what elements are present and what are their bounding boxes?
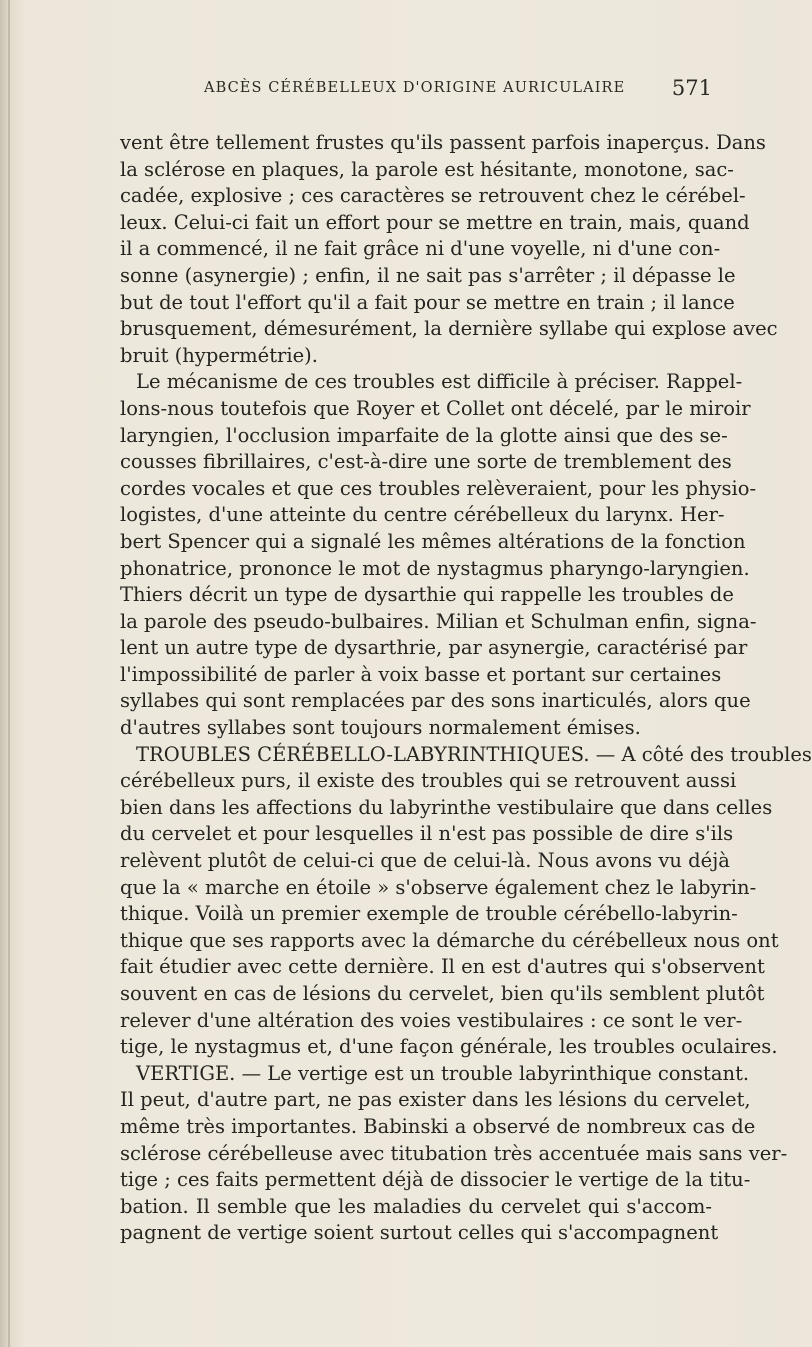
text-line: syllabes qui sont remplacées par des sons inarticulés, alors que [120, 689, 751, 713]
text-line: que la « marche en étoile » s'observe également chez le labyrin- [120, 875, 757, 899]
text-line: relever d'une altération des voies vestibulaires : ce sont le ver- [120, 1008, 743, 1032]
text-line: cérébelleux purs, il existe des troubles qui se retrouvent aussi [120, 769, 737, 793]
page-gutter [8, 0, 10, 1347]
text-line: brusquement, démesurément, la dernière syllabe qui explose avec [120, 317, 778, 341]
text-line: il a commencé, il ne fait grâce ni d'une voyelle, ni d'une con- [120, 237, 721, 261]
text-line: laryngien, l'occlusion imparfaite de la glotte ainsi que des se- [120, 423, 728, 447]
text-line: thique que ses rapports avec la démarche du cérébelleux nous ont [120, 928, 779, 952]
text-line: bruit (hypermétrie). [120, 343, 318, 367]
text-line: logistes, d'une atteinte du centre cérébelleux du larynx. Her- [120, 503, 725, 527]
text-line: tige, le nystagmus et, d'une façon générale, les troubles oculaires. [120, 1035, 778, 1059]
text-line: thique. Voilà un premier exemple de trouble cérébello-labyrin- [120, 902, 738, 926]
text-line: Thiers décrit un type de dysarthie qui rappelle les troubles de [120, 583, 734, 607]
text-line: sclérose cérébelleuse avec titubation très accentuée mais sans ver- [120, 1141, 788, 1165]
text-line: du cervelet et pour lesquelles il n'est pas possible de dire s'ils [120, 822, 734, 846]
text-line: Il peut, d'autre part, ne pas exister dans les lésions du cervelet, [120, 1088, 751, 1112]
text-line: bation. Il semble que les maladies du cervelet qui s'accom- [120, 1194, 712, 1218]
text-line: tige ; ces faits permettent déjà de dissocier le vertige de la titu- [120, 1168, 751, 1192]
text-line: bert Spencer qui a signalé les mêmes altérations de la fonction [120, 529, 746, 553]
text-line: sonne (asynergie) ; enfin, il ne sait pas s'arrêter ; il dépasse le [120, 263, 736, 287]
text-line: cordes vocales et que ces troubles relèveraient, pour les physio- [120, 476, 757, 500]
body-text [120, 130, 812, 1247]
text-line: l'impossibilité de parler à voix basse et portant sur certaines [120, 662, 722, 686]
text-line: phonatrice, prononce le mot de nystagmus pharyngo-laryngien. [120, 556, 750, 580]
text-line: pagnent de vertige soient surtout celles qui s'accompagnent [120, 1221, 719, 1245]
text-line: bien dans les affections du labyrinthe vestibulaire que dans celles [120, 795, 773, 819]
text-line: vent être tellement frustes qu'ils passent parfois inaperçus. Dans [120, 131, 766, 154]
text-line: fait étudier avec cette dernière. Il en est d'autres qui s'observent [120, 955, 765, 979]
text-line: but de tout l'effort qu'il a fait pour se mettre en train ; il lance [120, 290, 735, 314]
text-line: la sclérose en plaques, la parole est hésitante, monotone, sac- [120, 157, 734, 181]
text-line: VERTIGE. — Le vertige est un trouble labyrinthique constant. [136, 1061, 750, 1085]
running-title: ABCÈS CÉRÉBELLEUX D'ORIGINE AURICULAIRE [204, 80, 626, 96]
text-line: cousses fibrillaires, c'est-à-dire une sorte de tremblement des [120, 450, 732, 474]
text-line: relèvent plutôt de celui-ci que de celui-là. Nous avons vu déjà [120, 849, 730, 873]
text-line: même très importantes. Babinski a observé de nombreux cas de [120, 1114, 756, 1138]
text-line: leux. Celui-ci fait un effort pour se mettre en train, mais, quand [120, 210, 750, 234]
text-line: TROUBLES CÉRÉBELLO-LABYRINTHIQUES. — A côté des troubles [136, 742, 812, 766]
text-line: d'autres syllabes sont toujours normalement émises. [120, 716, 641, 740]
text-line: la parole des pseudo-bulbaires. Milian et Schulman enfin, signa- [120, 609, 757, 633]
text-line: souvent en cas de lésions du cervelet, bien qu'ils semblent plutôt [120, 982, 765, 1005]
text-line: Le mécanisme de ces troubles est difficile à préciser. Rappel- [136, 370, 743, 394]
page-header [120, 76, 712, 106]
text-line: lent un autre type de dysarthrie, par asynergie, caractérisé par [120, 636, 748, 660]
page-number: 571 [671, 76, 712, 100]
text-line: cadée, explosive ; ces caractères se retrouvent chez le cérébel- [120, 184, 746, 208]
text-line: lons-nous toutefois que Royer et Collet ont décelé, par le miroir [120, 396, 751, 420]
